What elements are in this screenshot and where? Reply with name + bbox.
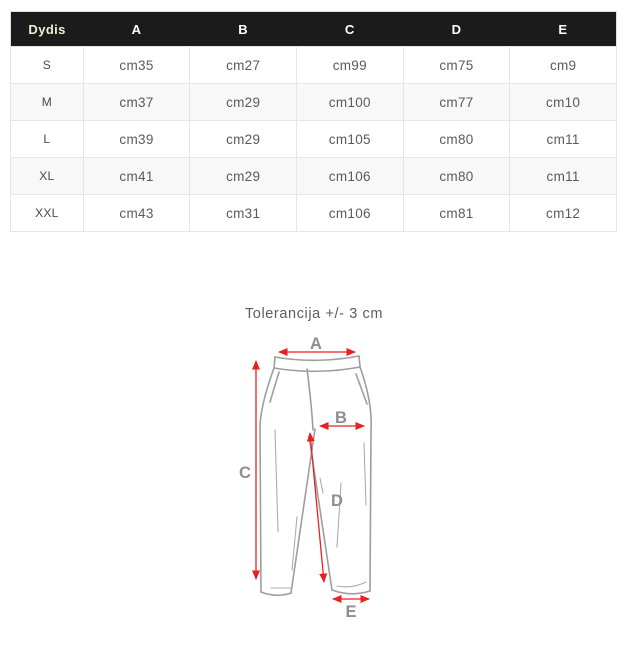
table-row xyxy=(11,195,617,232)
measurement-cell: cm80 xyxy=(403,121,510,158)
size-label: XXL xyxy=(11,195,84,232)
column-header-e: E xyxy=(510,12,617,47)
measurement-cell: cm43 xyxy=(83,195,190,232)
table-row xyxy=(11,121,617,158)
measurement-cell: cm41 xyxy=(83,158,190,195)
measurement-cell: cm81 xyxy=(403,195,510,232)
table-row xyxy=(11,47,617,84)
measurement-cell: cm27 xyxy=(190,47,297,84)
measurement-cell: cm77 xyxy=(403,84,510,121)
measurement-cell: cm29 xyxy=(190,121,297,158)
size-table xyxy=(10,11,617,232)
measurement-cell: cm10 xyxy=(510,84,617,121)
label-e: E xyxy=(345,603,357,621)
measurement-cell: cm37 xyxy=(83,84,190,121)
pants-outline xyxy=(260,356,371,595)
label-b: B xyxy=(335,409,347,427)
measurement-arrow-d xyxy=(310,433,324,582)
measurement-labels xyxy=(239,335,356,621)
size-label: S xyxy=(11,47,84,84)
table-row xyxy=(11,84,617,121)
label-c: C xyxy=(239,464,251,482)
right-pocket-line xyxy=(356,374,367,404)
measurement-cell: cm31 xyxy=(190,195,297,232)
measurement-cell: cm35 xyxy=(83,47,190,84)
measurement-cell: cm9 xyxy=(510,47,617,84)
tolerance-note: Tolerancija +/- 3 cm xyxy=(244,306,384,322)
measurement-cell: cm100 xyxy=(297,84,404,121)
measurement-arrows xyxy=(256,352,369,599)
measurement-cell: cm105 xyxy=(297,121,404,158)
column-header-c: C xyxy=(297,12,404,47)
column-header-d: D xyxy=(403,12,510,47)
label-d: D xyxy=(331,492,343,510)
column-header-b: B xyxy=(190,12,297,47)
measurement-cell: cm106 xyxy=(297,195,404,232)
table-row xyxy=(11,158,617,195)
measurement-cell: cm29 xyxy=(190,84,297,121)
measurement-cell: cm39 xyxy=(83,121,190,158)
measurement-cell: cm99 xyxy=(297,47,404,84)
size-label: XL xyxy=(11,158,84,195)
header-row xyxy=(11,12,617,47)
measurement-cell: cm75 xyxy=(403,47,510,84)
measurement-cell: cm11 xyxy=(510,158,617,195)
measurement-cell: cm11 xyxy=(510,121,617,158)
size-label: M xyxy=(11,84,84,121)
measurement-cell: cm106 xyxy=(297,158,404,195)
size-table-header xyxy=(11,12,617,47)
measurement-cell: cm29 xyxy=(190,158,297,195)
size-label: L xyxy=(11,121,84,158)
pants-measurement-diagram xyxy=(230,332,380,624)
measurement-cell: cm12 xyxy=(510,195,617,232)
column-header-dydis: Dydis xyxy=(11,12,84,47)
label-a: A xyxy=(310,335,322,353)
column-header-a: A xyxy=(83,12,190,47)
size-table-body xyxy=(11,47,617,232)
measurement-cell: cm80 xyxy=(403,158,510,195)
